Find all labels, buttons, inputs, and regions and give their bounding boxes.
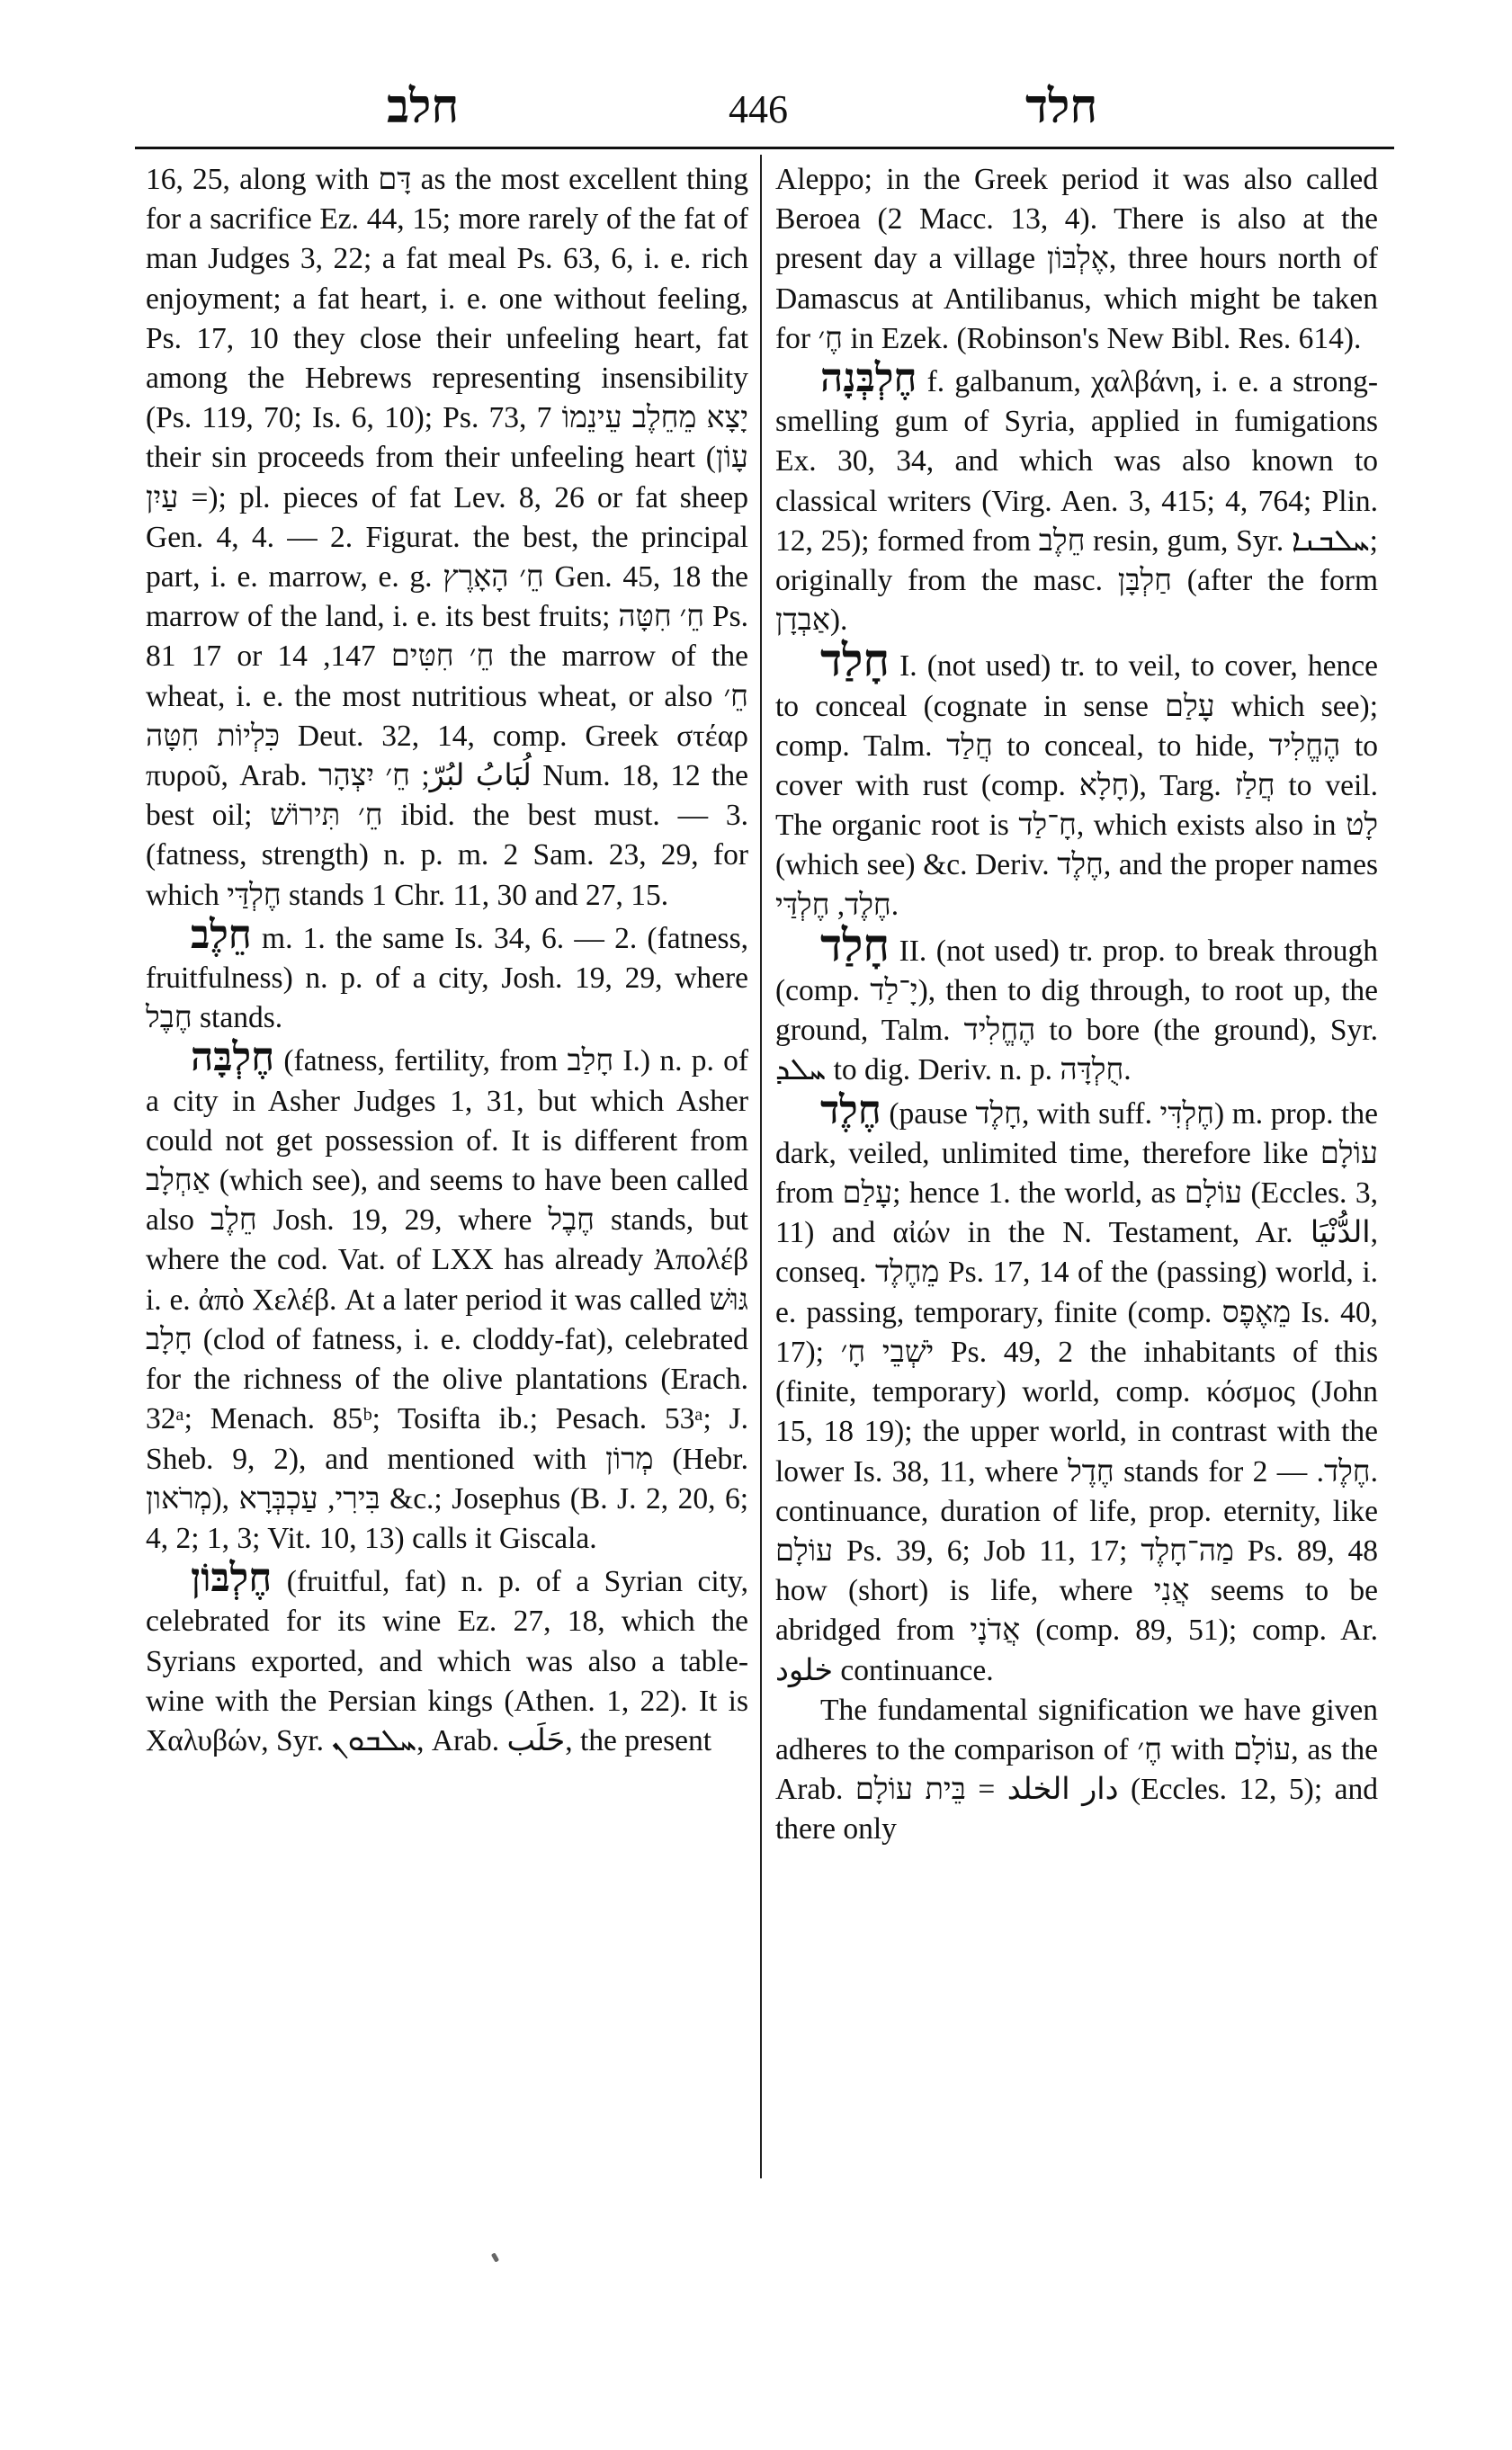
entry-text: II. (not used) tr. prop. to break through (comp. יָ־לַד), then to dig through, to root up, the ground, Talm. הֶחֱלִיד to bore (the ground), Syr. ܚܠܕ to dig. Deriv. n. p. חֻלְדָּה. xyxy=(775,934,1378,1087)
entry-headword: חָלַד xyxy=(820,635,890,686)
right-column xyxy=(775,160,1378,1850)
entry-text: (fatness, fertility, from חָלַב I.) n. p. of a city in Asher Judges 1, 31, but which Asher could not get possession of. It is different from אַחְלָב (which see), and seems to have been called also חֵלֶב Josh. 19, 29, where חֶבֶל stands, but where the cod. Vat. of LXX has already Ἀπολέβ i. e. ἀπὸ Χελέβ. At a later period it was called גּוּשׁ חָלָב (clod of fatness, i. e. cloddy-fat), celebrated for the richness of the olive plantations (Erach. 32ᵃ; Menach. 85ᵇ; Tosifta ib.; Pesach. 53ᵃ; J. Sheb. 9, 2), and mentioned with מְרוֹן (Hebr. מְרֹאון), בִּירִי, עַכְבְּרָא &c.; Josephus (B. J. 2, 20, 6; 4, 2; 1, 3; Vit. 10, 13) calls it Giscala. xyxy=(146,1044,749,1555)
entry-continuation: Aleppo; in the Greek period it was also called Beroea (2 Macc. 13, 4). There is also at the present day a village אֶלְבּוֹן, three hours north of Damascus at Antilibanus, which might be taken for חֶ׳ in Ezek. (Robinson's New Bibl. Res. 614). xyxy=(775,163,1378,355)
ink-speck xyxy=(491,2252,499,2262)
header-rule xyxy=(135,147,1394,149)
entry-headword: חֶלְבָּה xyxy=(191,1035,275,1080)
entry-headword: חֵלֶב xyxy=(191,912,252,957)
running-head-right-word: חלד xyxy=(1025,79,1098,134)
column-divider xyxy=(760,155,762,2178)
entry-text: (pause חָלֶד, with suff. חֶלְדִּי) m. prop. the dark, veiled, unlimited time, therefore like עוֹלָם from עָלַם; hence 1. the world, as עוֹלָם (Eccles. 3, 11) and αἰών in the N. Testament, Ar. الدُّنْيَا, conseq. מֵחֶלֶד Ps. 17, 14 of the (passing) world, i. e. passing, temporary, finite (comp. מֵאֶפֶס Is. 40, 17); יֹשְׁבֵי חָ׳ Ps. 49, 2 the inhabitants of this (finite, temporary) world, comp. κόσμος (John 15, 18 19); the upper world, in contrast with the lower Is. 38, 11, where חֶדֶל stands for חֶלֶד. — 2. continuance, duration of life, prop. eternity, like עוֹלָם Ps. 39, 6; Job 11, 17; מַה־חָלֶד Ps. 89, 48 how (short) is life, where אֲנִי seems to be abridged from אֲדֹנָי (comp. 89, 51); comp. Ar. خلود continuance. xyxy=(775,1096,1379,1687)
paragraph: The fundamental signification we have given adheres to the comparison of חֶ׳ with עוֹלָם, as the Arab. دار الخلد = בֵּית עוֹלָם (Eccles. 12, 5); and there only xyxy=(775,1693,1379,1846)
entry-headword: חָלַד xyxy=(820,919,890,970)
left-column xyxy=(146,160,748,1761)
dictionary-entry xyxy=(775,356,1378,640)
entry-headword: חֶלְבְּנָה xyxy=(820,356,917,401)
entry-headword: חֶלֶד xyxy=(820,1087,881,1132)
entry-headword: חֶלְבּוֹן xyxy=(191,1556,273,1601)
running-head xyxy=(144,79,1385,142)
entry-text: I. (not used) tr. to veil, to cover, hence to conceal (cognate in sense עָלַם which see); comp. Talm. חֲלַד to conceal, to hide, הֶחֱלִיד to cover with rust (comp. חָלָא), Targ. חֲלַז to veil. The organic root is חָ־לַד, which exists also in לָט (which see) &c. Deriv. חֶלֶד, and the proper names חֶלֶד, חֶלְדַּי. xyxy=(775,649,1379,922)
entry-text: (fruitful, fat) n. p. of a Syrian city, celebrated for its wine Ez. 27, 18, which the Syrians exported, and which was also a table-wine with the Persian kings (Athen. 1, 22). It is Χαλυβών, Syr. ܚܠܒܘܢ, Arab. حَلَب, the present xyxy=(146,1565,748,1757)
entry-text: m. 1. the same Is. 34, 6. — 2. (fatness, fruitfulness) n. p. of a city, Josh. 19, 29, where חֶבֶל stands. xyxy=(146,921,748,1035)
dictionary-entry xyxy=(146,1035,749,1559)
dictionary-entry xyxy=(775,635,1379,925)
dictionary-entry xyxy=(146,1556,748,1761)
dictionary-entry xyxy=(146,912,748,1039)
entry-text: f. galbanum, χαλβάνη, i. e. a strong-smelling gum of Syria, applied in fumigations Ex. 30, 34, and which was also known to classical writers (Virg. Aen. 3, 415; 4, 764; Plin. 12, 25); formed from חֵלֶב resin, gum, Syr. ܚܠܒܢܐ; originally from the masc. חַלְבָּן (after the form אַבְדָן). xyxy=(775,365,1378,638)
dictionary-entry xyxy=(775,919,1378,1091)
page-number: 446 xyxy=(729,87,788,131)
dictionary-entry xyxy=(775,1087,1379,1691)
entry-continuation: 16, 25, along with דָּם as the most excellent thing for a sacrifice Ez. 44, 15; more rarely of the fat of man Judges 3, 22; a fat meal Ps. 63, 6, i. e. rich enjoyment; a fat heart, i. e. one without feeling, Ps. 17, 10 they close their unfeeling heart, fat among the Hebrews representing insensibility (Ps. 119, 70; Is. 6, 10); Ps. 73, 7 יָצָא מֵחֵלֶב עֵינֵמוֹ their sin proceeds from their unfeeling heart (עָוֹן = עַיִן); pl. pieces of fat Lev. 8, 26 or fat sheep Gen. 4, 4. — 2. Figurat. the best, the principal part, i. e. marrow, e. g. חֵ׳ הָאָרֶץ Gen. 45, 18 the marrow of the land, i. e. its best fruits; חֵ׳ חִטָּה Ps. 81 17 or חֵ׳ חִטִּים 147, 14 the marrow of the wheat, i. e. the most nutritious wheat, or also חֵ׳ כִּלְיוֹת חִטָּה Deut. 32, 14, comp. Greek στέαρ πυροῦ, Arab. لُبَابُ لبُرّ; חֵ׳ יִצְהָר Num. 18, 12 the best oil; חֵ׳ תִּירוֹשׁ ibid. the best must. — 3. (fatness, strength) n. p. m. 2 Sam. 23, 29, for which חֶלְדַּי stands 1 Chr. 11, 30 and 27, 15. xyxy=(146,163,749,912)
running-head-left-word: חלב xyxy=(387,79,460,134)
